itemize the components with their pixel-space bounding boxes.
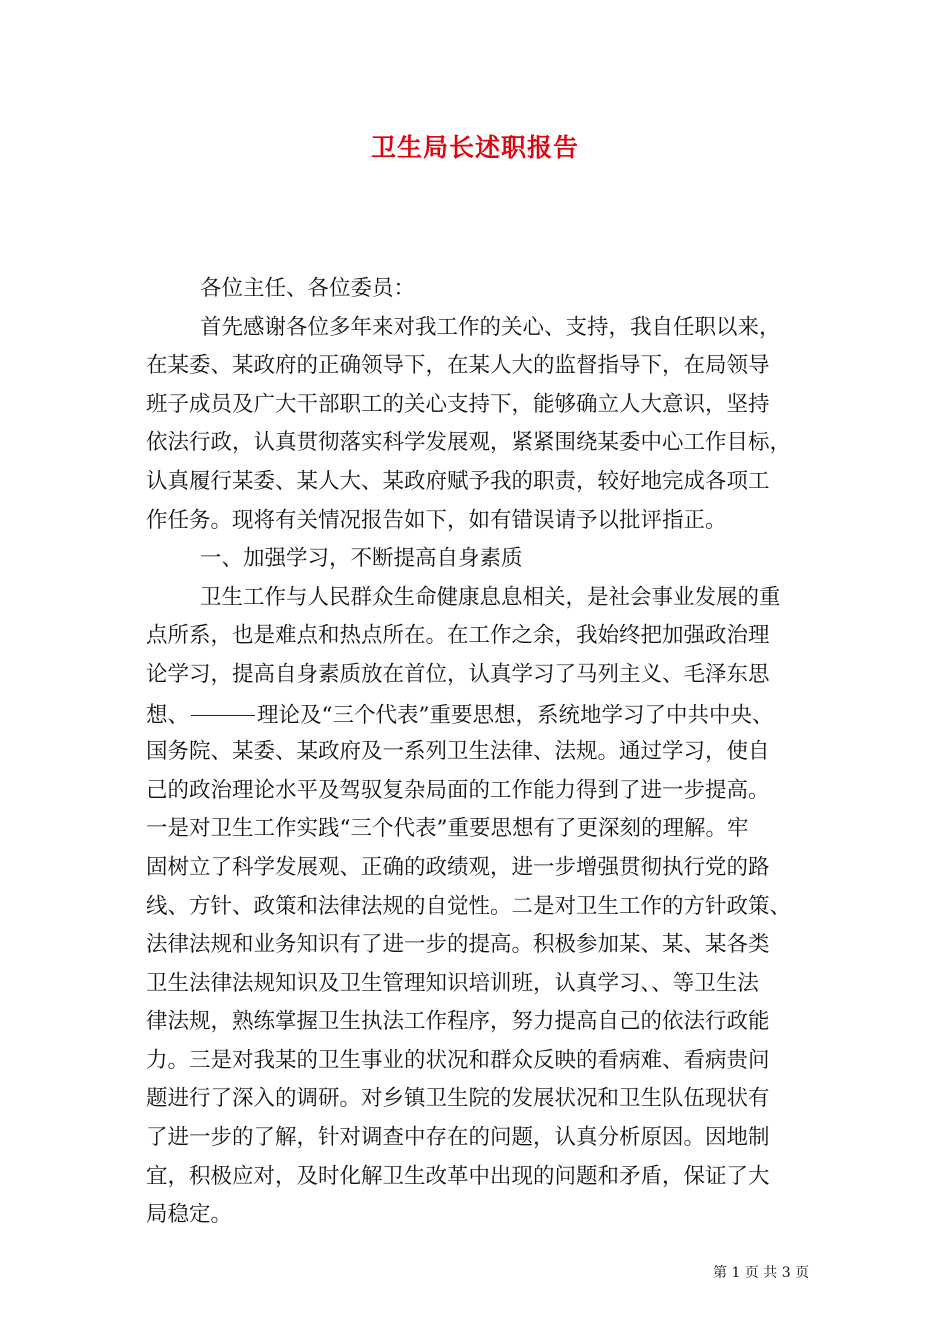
paragraph-line: 认真履行某委、某人大、某政府赋予我的职责，较好地完成各项工	[146, 468, 770, 494]
page-number: 第 1 页 共 3 页	[713, 1265, 810, 1281]
paragraph-line: 题进行了深入的调研。对乡镇卫生院的发展状况和卫生队伍现状有	[146, 1086, 770, 1112]
line-segment: 理论及“三个代表”重要思想，系统地学习了中共中央、	[257, 702, 774, 728]
paragraph-line: 卫生法律法规知识及卫生管理知识培训班，认真学习、、等卫生法	[146, 970, 759, 996]
paragraph-line: 线、方针、政策和法律法规的自觉性。二是对卫生工作的方针政策、	[146, 893, 792, 919]
paragraph-line: 在某委、某政府的正确领导下，在某人大的监督指导下，在局领导	[146, 353, 770, 379]
page-title: 卫生局长述职报告	[370, 133, 579, 162]
paragraph-line: 宜，积极应对，及时化解卫生改革中出现的问题和矛盾，保证了大	[146, 1163, 770, 1189]
fill-in-blank	[191, 695, 255, 716]
paragraph-line: 力。三是对我某的卫生事业的状况和群众反映的看病难、看病贵问	[146, 1047, 770, 1073]
line-segment: 想、	[146, 702, 190, 728]
paragraph-line: 国务院、某委、某政府及一系列卫生法律、法规。通过学习，使自	[146, 739, 770, 765]
paragraph-line: 一是对卫生工作实践“三个代表”重要思想有了更深刻的理解。牢	[146, 816, 749, 842]
document-body	[146, 270, 810, 1235]
paragraph-line: 作任务。现将有关情况报告如下，如有错误请予以批评指正。	[146, 507, 727, 533]
section-heading: 一、加强学习，不断提高自身素质	[200, 546, 523, 572]
paragraph-line: 卫生工作与人民群众生命健康息息相关，是社会事业发展的重	[200, 584, 781, 610]
paragraph-line-with-blank	[146, 695, 810, 734]
paragraph-line: 班子成员及广大干部职工的关心支持下，能够确立人大意识，坚持	[146, 391, 770, 417]
paragraph-line: 律法规，熟练掌握卫生执法工作程序，努力提高自己的依法行政能	[146, 1009, 770, 1035]
paragraph-line: 论学习，提高自身素质放在首位，认真学习了马列主义、毛泽东思	[146, 661, 770, 687]
paragraph-line: 己的政治理论水平及驾驭复杂局面的工作能力得到了进一步提高。	[146, 777, 770, 803]
paragraph-line: 法律法规和业务知识有了进一步的提高。积极参加某、某、某各类	[146, 932, 770, 958]
paragraph-line: 依法行政，认真贯彻落实科学发展观，紧紧围绕某委中心工作目标，	[146, 430, 792, 456]
paragraph-line: 了进一步的了解，针对调查中存在的问题，认真分析原因。因地制	[146, 1125, 770, 1151]
paragraph-line: 固树立了科学发展观、正确的政绩观，进一步增强贯彻执行党的路	[146, 854, 770, 880]
paragraph-line: 首先感谢各位多年来对我工作的关心、支持，我自任职以来，	[200, 314, 781, 340]
paragraph-line: 点所系，也是难点和热点所在。在工作之余，我始终把加强政治理	[146, 623, 770, 649]
paragraph-line: 局稳定。	[146, 1202, 233, 1228]
salutation-line: 各位主任、各位委员：	[200, 276, 416, 301]
